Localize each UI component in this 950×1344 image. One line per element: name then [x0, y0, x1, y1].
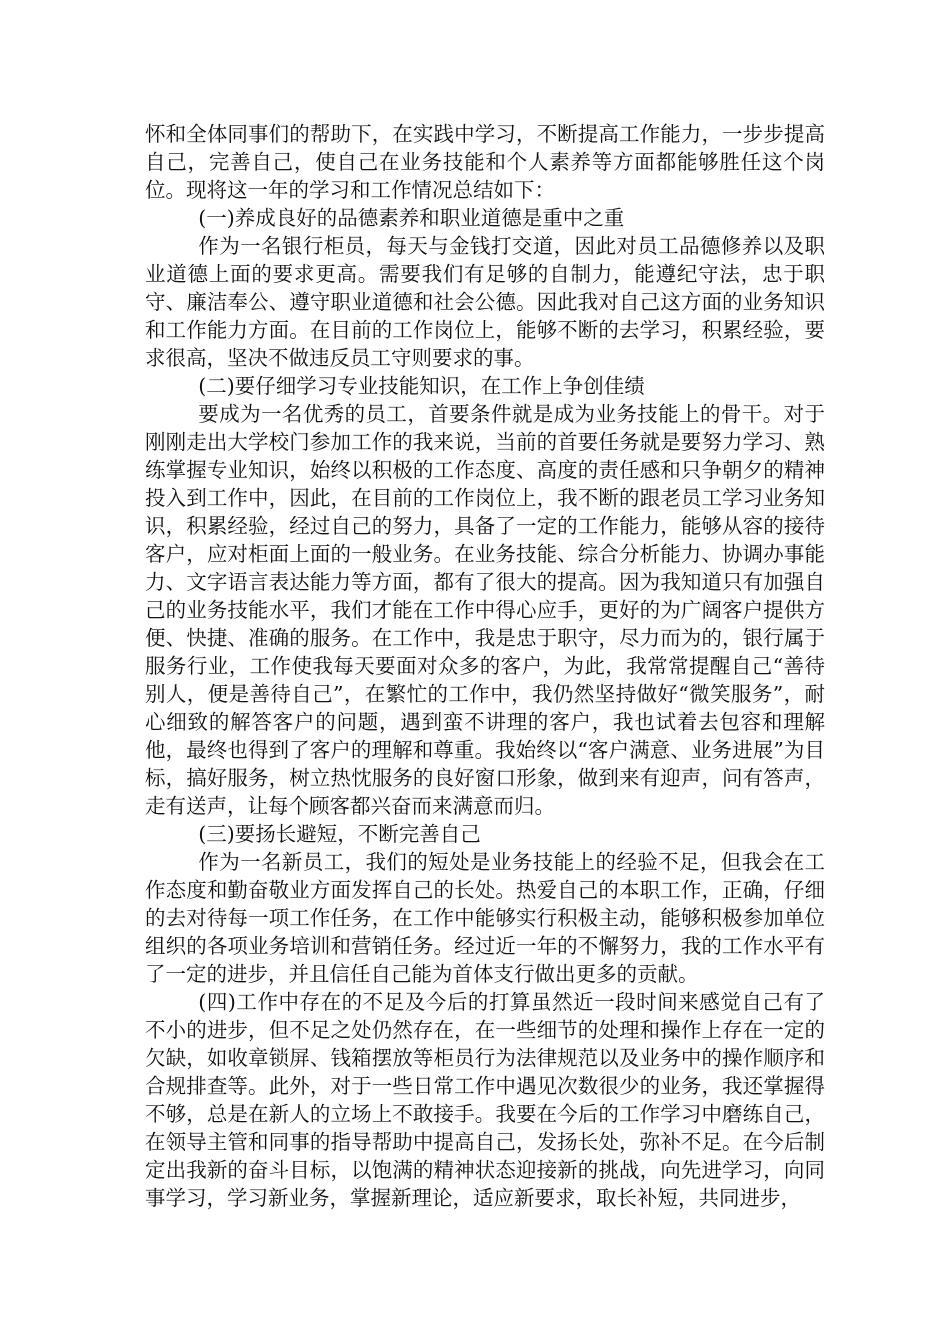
section-heading-3: (三)要扬长避短，不断完善自己: [198, 822, 481, 846]
document-body: [145, 120, 825, 1212]
intro-paragraph: 怀和全体同事们的帮助下，在实践中学习，不断提高工作能力，一步步提高自己，完善自己，使自己在业务技能和个人素养等方面都能够胜任这个岗位。现将这一年的学习和工作情况总结如下：: [145, 122, 825, 202]
section-3-paragraph: 作为一名新员工，我们的短处是业务技能上的经验不足，但我会在工作态度和勤奋敬业方面发挥自己的长处。热爱自己的本职工作，正确，仔细的去对待每一项工作任务，在工作中能够实行积极主动，能够积极参加单位组织的各项业务培训和营销任务。经过近一年的不懈努力，我的工作水平有了一定的进步，并且信任自己能为首体支行做出更多的贡献。: [145, 850, 825, 986]
section-1-paragraph: 作为一名银行柜员，每天与金钱打交道，因此对员工品德修养以及职业道德上面的要求更高。需要我们有足够的自制力，能遵纪守法，忠于职守、廉洁奉公、遵守职业道德和社会公德。因此我对自己这方面的业务知识和工作能力方面。在目前的工作岗位上，能够不断的去学习，积累经验，要求很高，坚决不做违反员工守则要求的事。: [145, 234, 825, 370]
section-4-paragraph: (四)工作中存在的不足及今后的打算虽然近一段时间来感觉自己有了不小的进步，但不足之处仍然存在，在一些细节的处理和操作上存在一定的欠缺，如收章锁屏、钱箱摆放等柜员行为法律规范以及业务中的操作顺序和合规排查等。此外，对于一些日常工作中遇见次数很少的业务，我还掌握得不够，总是在新人的立场上不敢接手。我要在今后的工作学习中磨练自己，在领导主管和同事的指导帮助中提高自己，发扬长处，弥补不足。在今后制定出我新的奋斗目标，以饱满的精神状态迎接新的挑战，向先进学习，向同事学习，学习新业务，掌握新理论，适应新要求，取长补短，共同进步，: [145, 990, 825, 1210]
section-heading-2: (二)要仔细学习专业技能知识，在工作上争创佳绩: [198, 374, 645, 398]
section-heading-1: (一)养成良好的品德素养和职业道德是重中之重: [198, 206, 625, 230]
section-2-paragraph: 要成为一名优秀的员工，首要条件就是成为业务技能上的骨干。对于刚刚走出大学校门参加工作的我来说，当前的首要任务就是要努力学习、熟练掌握专业知识，始终以积极的工作态度、高度的责任感和只争朝夕的精神投入到工作中，因此，在目前的工作岗位上，我不断的跟老员工学习业务知识，积累经验，经过自己的努力，具备了一定的工作能力，能够从容的接待客户，应对柜面上面的一般业务。在业务技能、综合分析能力、协调办事能力、文字语言表达能力等方面，都有了很大的提高。因为我知道只有加强自己的业务技能水平，我们才能在工作中得心应手，更好的为广阔客户提供方便、快捷、准确的服务。在工作中，我是忠于职守，尽力而为的，银行属于服务行业，工作使我每天要面对众多的客户，为此，我常常提醒自己“善待别人，便是善待自己”，在繁忙的工作中，我仍然坚持做好“微笑服务”，耐心细致的解答客户的问题，遇到蛮不讲理的客户，我也试着去包容和理解他，最终也得到了客户的理解和尊重。我始终以“客户满意、业务进展”为目标，搞好服务，树立热忱服务的良好窗口形象，做到来有迎声，问有答声，走有送声，让每个顾客都兴奋而来满意而归。: [145, 402, 825, 818]
